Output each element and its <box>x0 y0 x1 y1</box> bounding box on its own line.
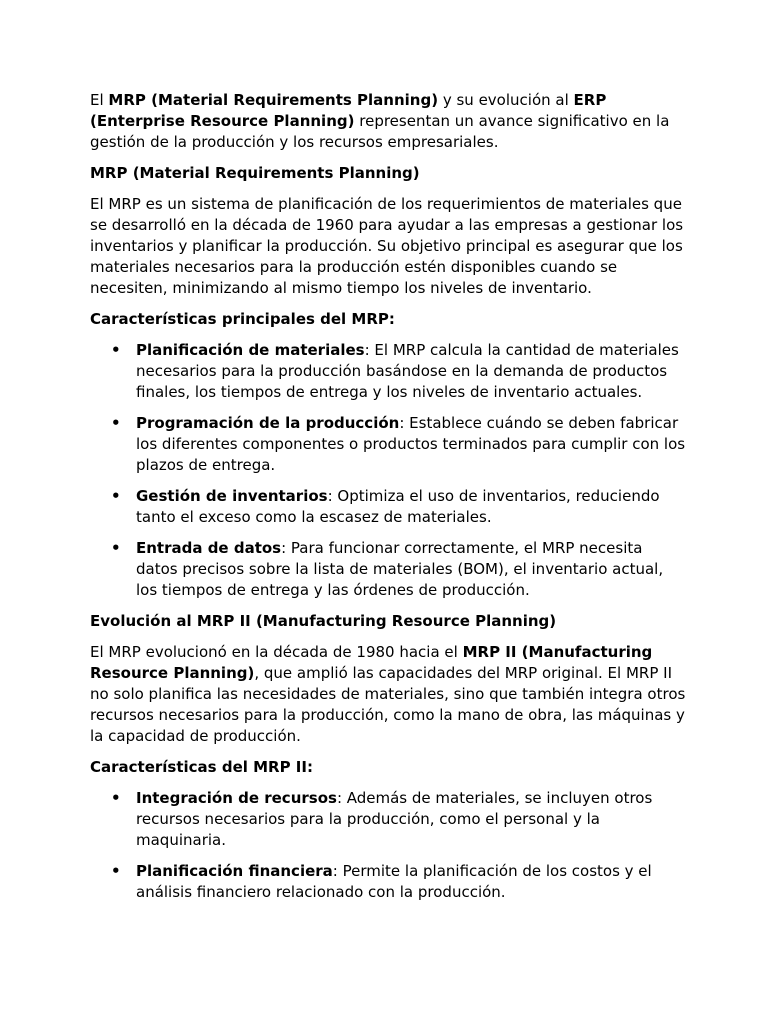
mrp-features-list <box>90 340 688 601</box>
list-item-text: : Establece cuándo se deben fabricar los diferentes componentes o productos terminados para cumplir con los plazos de entrega. <box>136 414 686 474</box>
list-item-text: : Para funcionar correctamente, el MRP necesita datos precisos sobre la lista de materiales (BOM), el inventario actual, los tiempos de entrega y las órdenes de producción. <box>136 539 664 599</box>
mrp2-bold-term: MRP II (Manufacturing Resource Planning) <box>90 643 653 682</box>
intro-text-1: El <box>90 91 109 109</box>
intro-bold-erp: ERP (Enterprise Resource Planning) <box>90 91 607 130</box>
list-item <box>90 486 688 528</box>
bullet-icon: • <box>111 789 121 807</box>
list-item-text: : Permite la planificación de los costos y el análisis financiero relacionado con la producción. <box>136 862 652 901</box>
list-item-text: : Optimiza el uso de inventarios, reduciendo tanto el exceso como la escasez de materiales. <box>136 487 660 526</box>
bullet-icon: • <box>111 341 121 359</box>
bullet-icon: • <box>111 539 121 557</box>
bullet-icon: • <box>111 487 121 505</box>
list-item-term: Entrada de datos <box>136 539 282 557</box>
list-item <box>90 340 688 403</box>
list-item-text: : El MRP calcula la cantidad de materiales necesarios para la producción basándose en la demanda de productos finales, los tiempos de entrega y los niveles de inventario actuales. <box>136 341 679 401</box>
mrp2-features-heading: Características del MRP II: <box>90 758 313 776</box>
mrp2-text-1: El MRP evolucionó en la década de 1980 hacia el <box>90 643 463 661</box>
list-item-term: Integración de recursos <box>136 789 337 807</box>
mrp2-text-2: , que amplió las capacidades del MRP original. El MRP II no solo planifica las necesidades de materiales, sino que también integra otros recursos necesarios para la producción, como la mano de obra, las máquinas y la capacidad de producción. <box>90 664 686 745</box>
mrp2-heading: Evolución al MRP II (Manufacturing Resource Planning) <box>90 612 557 630</box>
list-item-term: Planificación financiera <box>136 862 333 880</box>
list-item-term: Planificación de materiales <box>136 341 365 359</box>
list-item <box>90 413 688 476</box>
mrp2-description <box>90 642 688 747</box>
bullet-icon: • <box>111 414 121 432</box>
intro-text-3: representan un avance significativo en la gestión de la producción y los recursos empresariales. <box>90 112 670 151</box>
list-item <box>90 788 688 851</box>
mrp-description: El MRP es un sistema de planificación de los requerimientos de materiales que se desarrolló en la década de 1960 para ayudar a las empresas a gestionar los inventarios y planificar la producción. Su objetivo principal es asegurar que los materiales necesarios para la producción estén disponibles cuando se necesiten, minimizando al mismo tiempo los niveles de inventario. <box>90 195 684 297</box>
intro-text-2: y su evolución al <box>438 91 574 109</box>
list-item-term: Gestión de inventarios <box>136 487 328 505</box>
list-item-text: : Además de materiales, se incluyen otros recursos necesarios para la producción, como el personal y la maquinaria. <box>136 789 653 849</box>
intro-bold-mrp: MRP (Material Requirements Planning) <box>108 91 439 109</box>
intro-paragraph <box>90 90 688 153</box>
bullet-icon: • <box>111 862 121 880</box>
list-item <box>90 861 688 903</box>
mrp-features-heading: Características principales del MRP: <box>90 310 395 328</box>
mrp-heading: MRP (Material Requirements Planning) <box>90 164 420 182</box>
mrp2-features-list <box>90 788 688 903</box>
list-item-term: Programación de la producción <box>136 414 400 432</box>
list-item <box>90 538 688 601</box>
